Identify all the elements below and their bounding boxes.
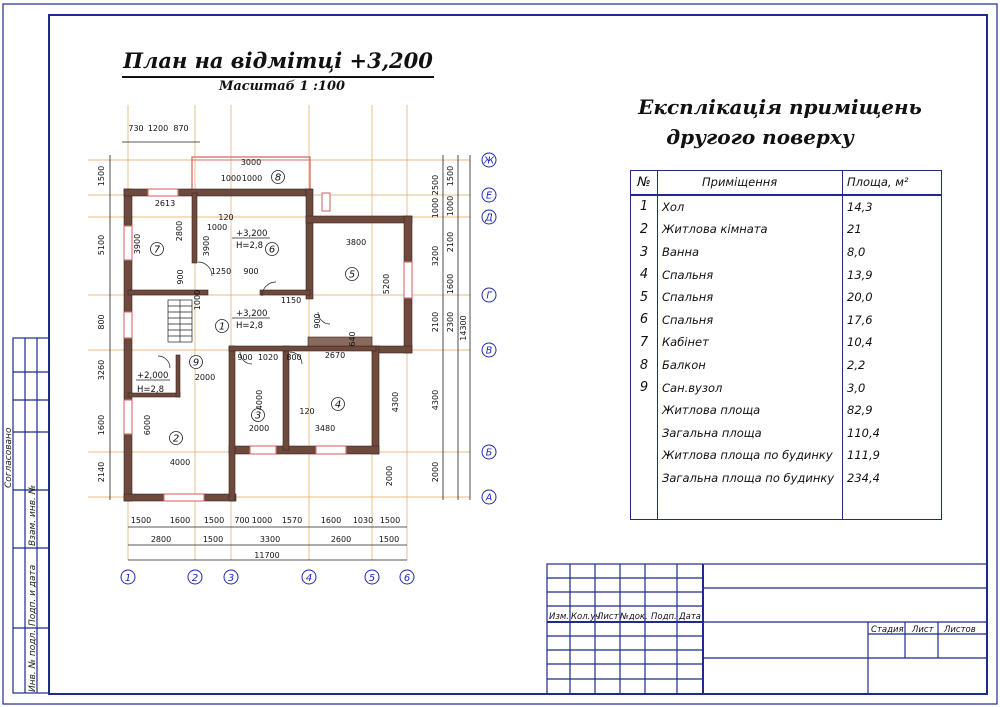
dimension-text: 1000 (220, 174, 242, 183)
tb-izm: Изм. (549, 612, 569, 622)
dimension-text: 1000 (431, 197, 440, 219)
dimension-text: 6000 (143, 414, 152, 436)
axis-label: В (485, 345, 493, 357)
axis-marker-5 (365, 570, 379, 584)
dimension-text: 2500 (431, 174, 440, 196)
window-room2-bottom (164, 494, 204, 501)
axis-marker-Е (482, 188, 496, 202)
explication-title-line2: другого поверху (666, 125, 854, 149)
level-1-mark: +3,200 (236, 309, 268, 319)
level-6-height: H=2,8 (236, 241, 264, 251)
row-name: Загальна площа (658, 422, 843, 445)
axis-marker-2 (188, 570, 202, 584)
row-area: 8,0 (843, 241, 942, 264)
axis-label: 3 (227, 573, 235, 584)
row-num: 8 (631, 354, 658, 377)
dimension-text: 2000 (385, 465, 394, 487)
header-area: Площа, м² (843, 171, 942, 195)
level-6-mark: +3,200 (236, 229, 268, 239)
dimension-text: 2000 (194, 373, 216, 382)
plan-scale: Масштаб 1 :100 (218, 79, 346, 94)
row-area: 14,3 (843, 195, 942, 219)
wall-room6-bottom (260, 290, 310, 295)
row-num: 2 (631, 218, 658, 241)
floor-plan (88, 105, 496, 584)
row-area: 3,0 (843, 376, 942, 399)
room-number: 9 (192, 357, 200, 369)
dimension-text: 900 (313, 313, 322, 329)
axis-label: 2 (191, 573, 199, 584)
dimension-text: 900 (176, 269, 185, 285)
row-area: 10,4 (843, 331, 942, 354)
dimension-text: 1500 (446, 165, 455, 187)
axis-marker-Ж (482, 153, 496, 167)
row-name: Балкон (658, 354, 843, 377)
dimension-text: 2800 (175, 220, 184, 242)
row-area: 20,0 (843, 286, 942, 309)
room-number: 3 (254, 410, 262, 422)
row-num: 6 (631, 309, 658, 332)
dimension-text: 3480 (314, 424, 336, 433)
dimension-text: 700 (234, 516, 250, 525)
dimension-text: 1570 (281, 516, 303, 525)
dimension-text: 2300 (446, 311, 455, 333)
axis-marker-1 (121, 570, 135, 584)
row-name: Спальня (658, 309, 843, 332)
window-hall-left (124, 312, 132, 338)
axis-label: 4 (305, 573, 313, 584)
wall-room9-right (176, 355, 180, 397)
dimension-text: 1600 (446, 273, 455, 295)
row-num: 5 (631, 286, 658, 309)
dimension-text: 3900 (133, 233, 142, 255)
side-stamp-inv-orig: Инв. № подл. (28, 629, 38, 692)
side-stamp-agreed: Согласовано (4, 427, 14, 488)
dimension-text: 1500 (202, 535, 224, 544)
axis-label: Е (485, 190, 493, 202)
dimension-text: 120 (299, 407, 315, 416)
dimension-text: 1600 (169, 516, 191, 525)
dimension-text: 1500 (130, 516, 152, 525)
axis-label: Д (485, 212, 493, 224)
axis-label: 1 (124, 573, 132, 584)
dimension-text: 900 (243, 267, 259, 276)
dimension-text: 2100 (431, 311, 440, 333)
row-area: 13,9 (843, 263, 942, 286)
window-room7-left (124, 226, 132, 260)
room-label-4 (332, 398, 345, 411)
dimension-text: 1500 (378, 535, 400, 544)
tb-list2: Лист (912, 625, 934, 635)
row-name: Кабінет (658, 331, 843, 354)
dimension-text: 14300 (459, 315, 468, 341)
level-9-height: H=2,8 (137, 385, 165, 395)
axis-marker-3 (224, 570, 238, 584)
dimension-text: 870 (173, 124, 189, 133)
axis-label: Ж (483, 155, 495, 167)
dimension-text: 800 (286, 353, 302, 362)
wall-room3-left (229, 346, 235, 501)
window-room4-bottom (316, 446, 346, 454)
row-num: 1 (631, 195, 658, 219)
dimension-text: 3000 (240, 158, 262, 167)
window-room2-left (124, 400, 132, 434)
row-name: Загальна площа по будинку (658, 467, 843, 490)
dimension-text: 2800 (150, 535, 172, 544)
row-area: 21 (843, 218, 942, 241)
row-num: 4 (631, 263, 658, 286)
header-num: № (631, 171, 658, 195)
axis-marker-Д (482, 210, 496, 224)
row-num: 9 (631, 376, 658, 399)
tb-stadia: Стадия (871, 625, 904, 635)
axis-label: Б (485, 447, 493, 459)
room-number: 6 (268, 244, 276, 256)
dimension-text: 640 (348, 331, 357, 347)
dimension-text: 3900 (202, 235, 211, 257)
dimension-text: 800 (97, 314, 106, 330)
chimney-block (308, 337, 372, 346)
dimension-text: 11700 (254, 551, 280, 560)
dimension-text: 1000 (251, 516, 273, 525)
row-area: 82,9 (843, 399, 942, 422)
row-name: Сан.вузол (658, 376, 843, 399)
header-name: Приміщення (658, 171, 843, 195)
dimension-text: 1600 (97, 414, 106, 436)
tb-list: Лист (597, 612, 619, 622)
dimension-text: 2140 (97, 461, 106, 483)
dimension-text: 1250 (210, 267, 232, 276)
dimension-text: 1020 (257, 353, 279, 362)
dimension-text: 1000 (206, 223, 228, 232)
dimension-text: 730 (128, 124, 144, 133)
axis-label: Г (486, 290, 492, 302)
room-label-9 (190, 356, 203, 369)
row-num: 7 (631, 331, 658, 354)
side-stamp-sign-date: Подп. и дата (28, 564, 38, 626)
room-number: 7 (153, 244, 161, 256)
dimension-text: 1000 (446, 195, 455, 217)
dimension-text: 1000 (193, 289, 202, 311)
side-stamp-inv-replace: Взам. инв. № (28, 484, 38, 546)
dimension-text: 5200 (382, 273, 391, 295)
row-name: Хол (658, 195, 843, 219)
row-num: 3 (631, 241, 658, 264)
staircase (168, 300, 192, 342)
dimension-text: 4300 (391, 391, 400, 413)
dimension-text: 1500 (203, 516, 225, 525)
dimension-text: 900 (237, 353, 253, 362)
room-number: 8 (274, 172, 282, 184)
row-name: Спальня (658, 263, 843, 286)
window-room6-balcony (322, 193, 330, 211)
dimension-text: 1150 (280, 296, 302, 305)
door-room9 (158, 356, 170, 368)
dimension-text: 1030 (352, 516, 374, 525)
wall-right-lower (372, 346, 379, 454)
row-area: 110,4 (843, 422, 942, 445)
row-name: Житлова площа по будинку (658, 444, 843, 467)
axis-marker-В (482, 343, 496, 357)
axis-marker-4 (302, 570, 316, 584)
tb-listov: Листов (944, 625, 976, 635)
outer-sheet-border (3, 4, 997, 704)
tb-data: Дата (679, 612, 702, 622)
tb-podp: Подп. (651, 612, 677, 622)
dimension-text: 2613 (154, 199, 176, 208)
level-1-height: H=2,8 (236, 321, 264, 331)
axis-label: 5 (368, 573, 376, 584)
row-area: 234,4 (843, 467, 942, 490)
dimension-text: 1500 (379, 516, 401, 525)
row-name: Спальня (658, 286, 843, 309)
dimension-text: 1500 (97, 165, 106, 187)
window-room3-bottom (250, 446, 276, 454)
row-name: Житлова площа (658, 399, 843, 422)
wall-mid-vertical (306, 189, 313, 299)
axis-label: 6 (403, 573, 411, 584)
room-number: 2 (172, 433, 180, 445)
dimension-text: 3200 (431, 245, 440, 267)
room-number: 4 (334, 399, 342, 411)
tb-kol: Кол.уч (571, 612, 601, 622)
dimension-text: 3300 (259, 535, 281, 544)
row-area: 111,9 (843, 444, 942, 467)
room-number: 5 (348, 269, 356, 281)
dimension-text: 2600 (330, 535, 352, 544)
explication-title-line1: Експлікація приміщень (638, 95, 922, 119)
inner-drawing-frame (49, 15, 987, 694)
wall-room7-right (192, 193, 197, 263)
level-9-mark: +2,000 (137, 371, 169, 381)
dimension-text: 4000 (169, 458, 191, 467)
dimension-text: 5100 (97, 234, 106, 256)
room-label-7 (151, 243, 164, 256)
room-label-6 (266, 243, 279, 256)
axis-label: А (485, 492, 493, 504)
dimension-text: 1200 (147, 124, 169, 133)
dimension-text: 3260 (97, 359, 106, 381)
dimension-text: 2000 (248, 424, 270, 433)
row-area: 17,6 (843, 309, 942, 332)
dimension-text: 3800 (345, 238, 367, 247)
dimension-text: 4000 (255, 389, 264, 411)
room-label-5 (346, 268, 359, 281)
axis-marker-Б (482, 445, 496, 459)
dimension-text: 2670 (324, 351, 346, 360)
wall-top-right (306, 216, 412, 223)
dimension-text: 1000 (241, 174, 263, 183)
row-name: Житлова кімната (658, 218, 843, 241)
room-label-8 (272, 171, 285, 184)
dimension-text: 2100 (446, 231, 455, 253)
axis-marker-Г (482, 288, 496, 302)
window-room5-right (404, 262, 412, 298)
row-area: 2,2 (843, 354, 942, 377)
room-number: 1 (218, 321, 226, 333)
row-name: Ванна (658, 241, 843, 264)
dimension-text: 4300 (431, 389, 440, 411)
tb-ndoc: №док. (620, 612, 648, 622)
dimension-text: 2000 (431, 461, 440, 483)
axis-marker-6 (400, 570, 414, 584)
axis-marker-А (482, 490, 496, 504)
window-room7-top (148, 189, 178, 196)
room-label-1 (216, 320, 229, 333)
plan-title: План на відмітці +3,200 (123, 48, 433, 73)
dimension-text: 1600 (320, 516, 342, 525)
dimension-text: 120 (218, 213, 234, 222)
room-label-2 (170, 432, 183, 445)
